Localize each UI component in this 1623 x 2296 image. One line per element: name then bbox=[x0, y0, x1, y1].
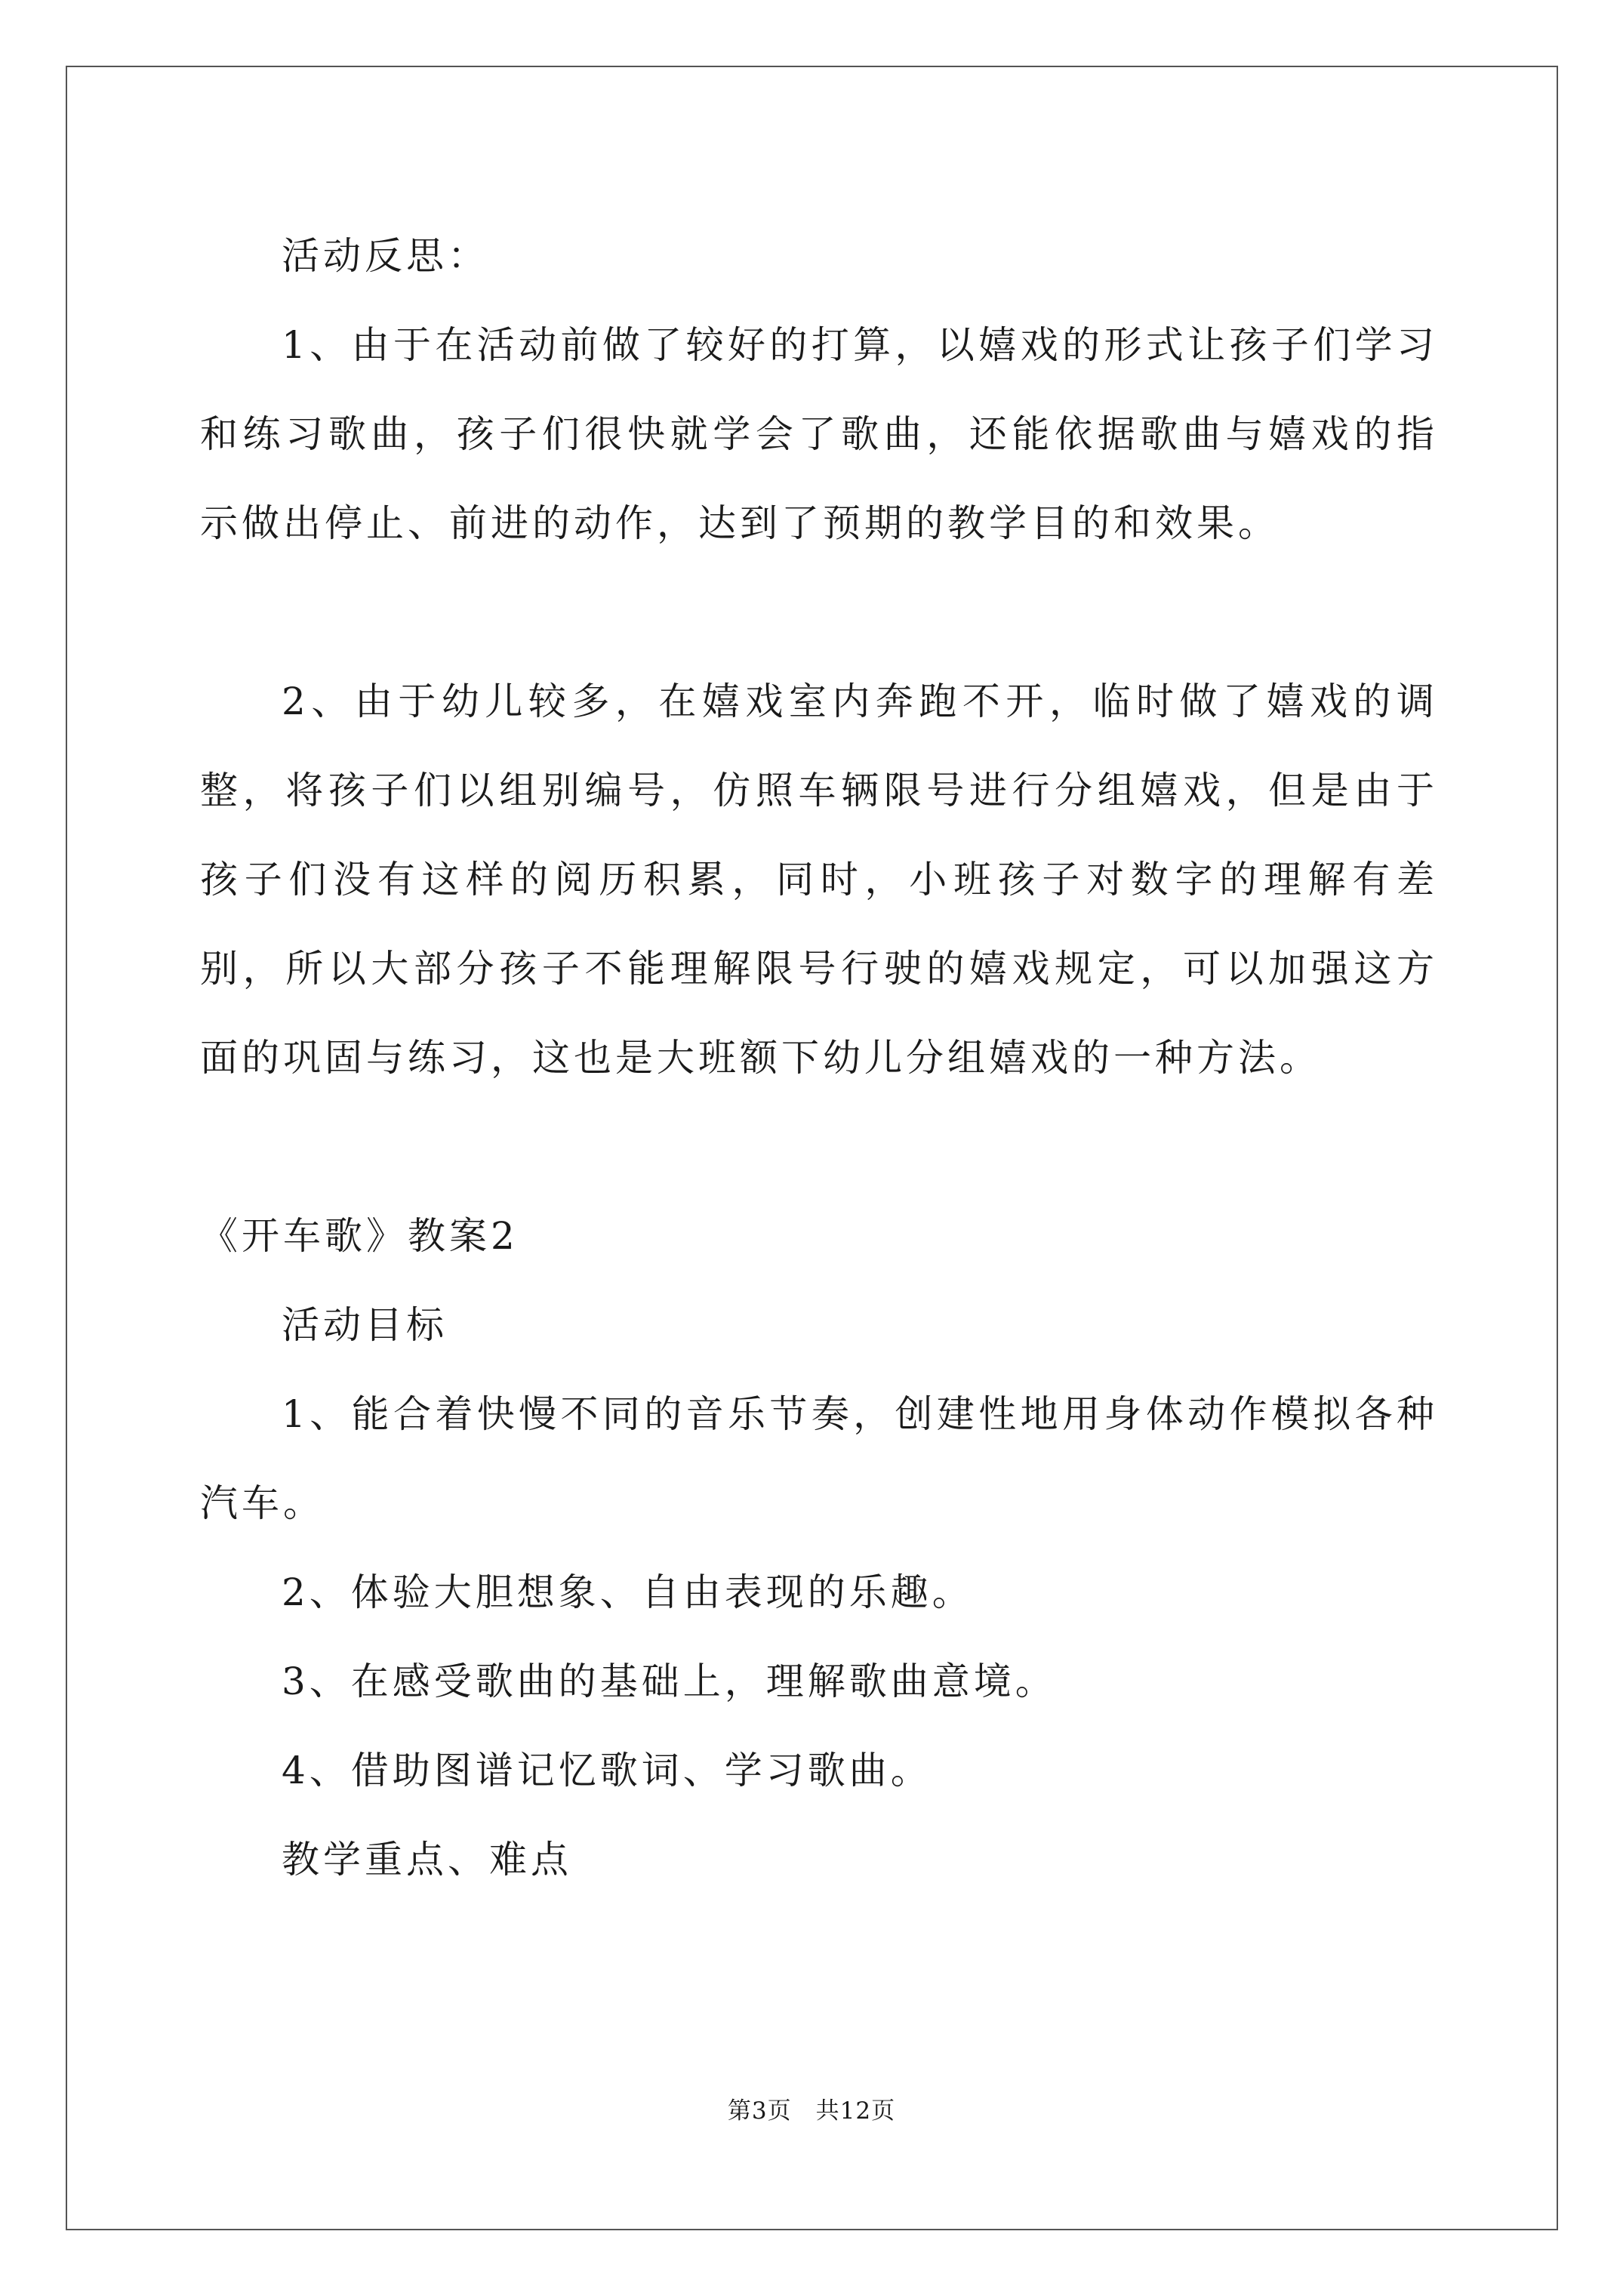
paragraph-objective-4: 4、借助图谱记忆歌词、学习歌曲。 bbox=[282, 1749, 932, 1792]
paragraph-key-points-heading: 教学重点、难点 bbox=[282, 1838, 572, 1881]
paragraph-objective-1: 1、能合着快慢不同的音乐节奏，创建性地用身体动作模拟各种汽车。 bbox=[200, 1392, 1438, 1525]
page-number: 第3页 共12页 bbox=[727, 2097, 896, 2125]
paragraph-objective-2: 2、体验大胆想象、自由表现的乐趣。 bbox=[282, 1570, 974, 1614]
section-title: 《开车歌》教案2 bbox=[200, 1214, 519, 1258]
paragraph-objectives-heading: 活动目标 bbox=[282, 1303, 448, 1347]
paragraph-reflection-heading: 活动反思： bbox=[282, 234, 489, 278]
paragraph-reflection-1: 1、由于在活动前做了较好的打算，以嬉戏的形式让孩子们学习和练习歌曲，孩子们很快就学会了歌曲，还能依据歌曲与嬉戏的指示做出停止、前进的动作，达到了预期的教学目的和效果。 bbox=[200, 323, 1438, 545]
paragraph-reflection-2: 2、由于幼儿较多，在嬉戏室内奔跑不开，临时做了嬉戏的调整，将孩子们以组别编号，仿照车辆限号进行分组嬉戏，但是由于孩子们没有这样的阅历积累，同时，小班孩子对数字的理解有差别，所以大部分孩子不能理解限号行驶的嬉戏规定，可以加强这方面的巩固与练习，这也是大班额下幼儿分组嬉戏的一种方法。 bbox=[200, 680, 1438, 1080]
paragraph-objective-3: 3、在感受歌曲的基础上，理解歌曲意境。 bbox=[282, 1660, 1057, 1703]
